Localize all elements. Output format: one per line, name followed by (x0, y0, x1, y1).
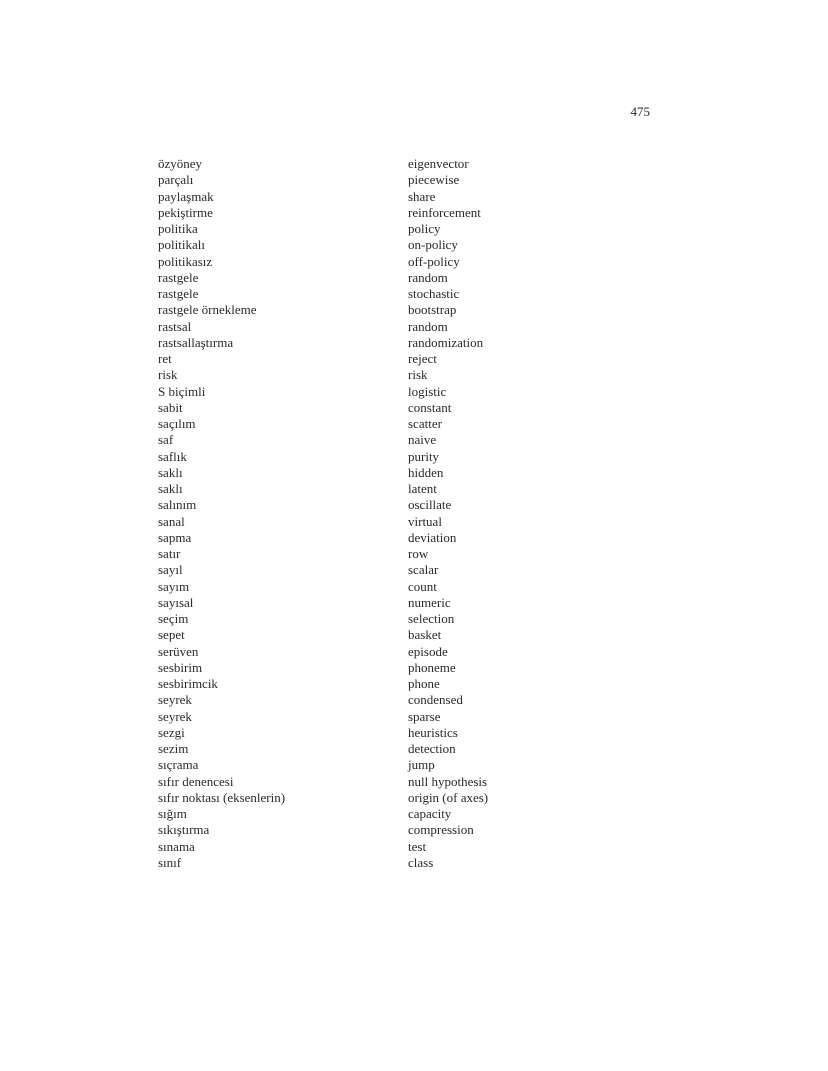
glossary-table (158, 156, 678, 871)
english-term: random (408, 318, 448, 334)
turkish-term: rastgele örnekleme (158, 302, 257, 318)
turkish-term: satır (158, 546, 181, 561)
glossary-row (158, 709, 678, 725)
turkish-term: saf (158, 432, 174, 448)
turkish-term: sesbirimcik (158, 676, 218, 691)
glossary-row (158, 416, 678, 432)
turkish-term: parçalı (158, 172, 194, 188)
glossary-row (158, 481, 678, 497)
glossary-row (158, 319, 678, 335)
english-term: random (408, 269, 448, 285)
glossary-row (158, 644, 678, 660)
glossary-row (158, 367, 678, 383)
glossary-row (158, 692, 678, 708)
english-term: phone (408, 676, 440, 691)
turkish-term: sezgi (158, 724, 185, 740)
english-term: condensed (408, 692, 463, 708)
glossary-row (158, 741, 678, 757)
glossary-row (158, 595, 678, 611)
english-term: bootstrap (408, 302, 457, 318)
turkish-term: saklı (158, 481, 183, 496)
glossary-row (158, 660, 678, 676)
glossary-row (158, 546, 678, 562)
english-term: origin (of axes) (408, 789, 489, 805)
turkish-term: rastsallaştırma (158, 334, 234, 350)
turkish-term: sığım (158, 806, 187, 821)
turkish-term: serüven (158, 643, 199, 659)
english-term: hidden (408, 464, 444, 480)
turkish-term: sınama (158, 838, 195, 854)
glossary-row (158, 286, 678, 302)
glossary-row (158, 237, 678, 253)
turkish-term: sayısal (158, 594, 194, 610)
glossary-row (158, 172, 678, 188)
turkish-term: sepet (158, 627, 185, 643)
turkish-term: sanal (158, 513, 185, 529)
glossary-row (158, 221, 678, 237)
glossary-row (158, 254, 678, 270)
english-term: off-policy (408, 253, 460, 269)
glossary-row (158, 790, 678, 806)
english-term: selection (408, 611, 455, 626)
english-term: phoneme (408, 659, 456, 675)
turkish-term: seyrek (158, 692, 192, 708)
english-term: scatter (408, 416, 442, 431)
glossary-row (158, 156, 678, 172)
english-term: test (408, 838, 427, 854)
glossary-row (158, 400, 678, 416)
page-number: 475 (630, 104, 650, 119)
glossary-row (158, 806, 678, 822)
glossary-row (158, 449, 678, 465)
turkish-term: paylaşmak (158, 188, 214, 204)
glossary-row (158, 562, 678, 578)
english-term: numeric (408, 594, 451, 610)
glossary-row (158, 774, 678, 790)
turkish-term: sayım (158, 578, 190, 594)
english-term: heuristics (408, 724, 458, 740)
glossary-row (158, 627, 678, 643)
english-term: latent (408, 481, 437, 496)
turkish-term: sesbirim (158, 659, 203, 675)
turkish-term: sayıl (158, 562, 183, 578)
english-term: episode (408, 643, 448, 659)
glossary-row (158, 676, 678, 692)
turkish-term: özyöney (158, 156, 203, 171)
turkish-term: seyrek (158, 708, 192, 724)
glossary-row (158, 465, 678, 481)
english-term: purity (408, 448, 440, 464)
english-term: randomization (408, 334, 484, 350)
english-term: null hypothesis (408, 773, 488, 789)
glossary-row (158, 335, 678, 351)
english-term: jump (408, 757, 435, 773)
english-term: stochastic (408, 286, 460, 301)
english-term: virtual (408, 513, 442, 529)
glossary-row (158, 839, 678, 855)
english-term: reinforcement (408, 204, 481, 220)
turkish-term: seçim (158, 611, 189, 626)
glossary-row (158, 432, 678, 448)
glossary-row (158, 579, 678, 595)
glossary-row (158, 514, 678, 530)
glossary-row (158, 855, 678, 871)
turkish-term: saklı (158, 464, 183, 480)
glossary-row (158, 497, 678, 513)
glossary-row (158, 189, 678, 205)
glossary-row (158, 530, 678, 546)
glossary-row (158, 384, 678, 400)
glossary-row (158, 205, 678, 221)
turkish-term: rastsal (158, 318, 192, 334)
glossary-row (158, 611, 678, 627)
turkish-term: politikalı (158, 237, 205, 253)
glossary-row (158, 725, 678, 741)
turkish-term: sezim (158, 741, 189, 756)
glossary-row (158, 302, 678, 318)
turkish-term: sıfır noktası (eksenlerin) (158, 789, 286, 805)
turkish-term: sıçrama (158, 757, 199, 773)
english-term: logistic (408, 383, 447, 399)
english-term: basket (408, 627, 442, 643)
turkish-term: sabit (158, 399, 183, 415)
english-term: reject (408, 351, 437, 366)
turkish-term: politikasız (158, 253, 213, 269)
turkish-term: rastgele (158, 269, 199, 285)
english-term: constant (408, 399, 452, 415)
english-term: naive (408, 432, 437, 448)
glossary-row (158, 270, 678, 286)
turkish-term: pekiştirme (158, 204, 213, 220)
english-term: capacity (408, 806, 452, 821)
english-term: scalar (408, 562, 439, 578)
english-term: deviation (408, 529, 457, 545)
turkish-term: sapma (158, 529, 192, 545)
turkish-term: rastgele (158, 286, 199, 301)
english-term: piecewise (408, 172, 460, 188)
turkish-term: sıfır denencesi (158, 773, 234, 789)
english-term: share (408, 188, 436, 204)
english-term: row (408, 546, 429, 561)
english-term: on-policy (408, 237, 458, 253)
english-term: class (408, 854, 434, 870)
english-term: compression (408, 822, 474, 838)
turkish-term: saçılım (158, 416, 196, 431)
english-term: eigenvector (408, 156, 469, 171)
turkish-term: sıkıştırma (158, 822, 210, 838)
glossary-row (158, 822, 678, 838)
english-term: risk (408, 367, 428, 383)
english-term: count (408, 578, 437, 594)
english-term: detection (408, 741, 456, 756)
turkish-term: risk (158, 367, 178, 383)
glossary-row (158, 757, 678, 773)
turkish-term: salınım (158, 497, 197, 513)
english-term: oscillate (408, 497, 452, 513)
turkish-term: S biçimli (158, 383, 206, 399)
turkish-term: ret (158, 351, 172, 366)
turkish-term: saflık (158, 448, 187, 464)
glossary-row (158, 351, 678, 367)
turkish-term: sınıf (158, 854, 182, 870)
turkish-term: politika (158, 221, 198, 236)
english-term: sparse (408, 708, 441, 724)
english-term: policy (408, 221, 441, 236)
